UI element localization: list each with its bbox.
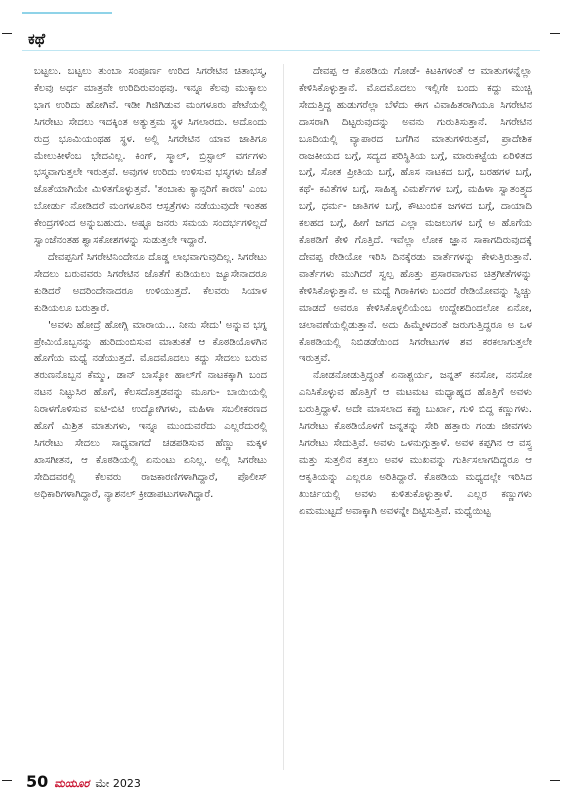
crop-mark [550, 780, 560, 781]
article-paragraph: ಬಟ್ಟಲು. ಬಟ್ಟಲು ತುಂಬಾ ಸಂಪೂರ್ಣ ಉರಿದ ಸಿಗರೇಟಿನ ಚಿತಾಭಸ್ಮ, ಕೆಲವು ಅರ್ಧ ಮಾತ್ರವೇ ಉರಿದಿರುವಂಥವು. ಇನ್ನೂ ಕೆಲವು ಮುಕ್ಕಾಲು ಭಾಗ ಉರಿದು ಹೋಗಿವೆ. ಇಡೀ ಗಿಜಿಗಿಡುವ ಮಂಗಳೂರು ಪೇಟೆಯಲ್ಲಿ ಸಿಗರೇಟು ಸೇದಲು ಇದಕ್ಕಿಂತ ಅತ್ಯುತ್ತಮ ಸ್ಥಳ ಸಿಗಲಾರದು. ಅದೊಂದು ರುದ್ರ ಭೂಮಿಯಂಥಹ ಸ್ಥಳ. ಅಲ್ಲಿ ಸಿಗರೇಟಿನ ಯಾವ ಜಾತಿಗೂ ಮೇಲುಕೀಳೆಂಬ ಭೇದವಿಲ್ಲ. ಕಿಂಗ್, ಸ್ಮಾಲ್, ಬ್ರಿಸ್ಟಾಲ್ ವರ್ಗಗಳು ಭಸ್ಮವಾಗುತ್ತಲೇ ಇರುತ್ತವೆ. ಅವುಗಳ ಉರಿದು ಉಳಿಸುವ ಭಸ್ಮಗಳು ಜೊತೆ ಜೊತೆಯಾಗಿಯೇ ಮಿಳಿತಗೊಳ್ಳುತ್ತವೆ. 'ತಂಬಾಕು ಕ್ಯಾನ್ಸರಿಗೆ ಕಾರಣ' ಎಂಬ ಬೋರ್ಡು ನೋಡಿದರೆ ಮಂಗಳೂರಿನ ಆಸ್ಪತ್ರೆಗಳು ನಡೆಯುವುದೇ ಇಂತಹ ಕೇಂದ್ರಗಳಿಂದ ಅನ್ನುಬಹುದು. ಅಷ್ಟೂ ಜನರು ಸಮಯ ಸಂದರ್ಭಗಳಿಲ್ಲದೆ ಸ್ವಾಂಜೆನಂತಹ ಶ್ವಾಸಕೋಶಗಳನ್ನು ಸುಡುತ್ತಲೇ ಇದ್ದಾರೆ. [34, 66, 267, 247]
article-paragraph: ದೇವಪ್ಪ ಆ ಕೊಠಡಿಯ ಗೋಡೆ- ಕಿಟಕಿಗಳಂತೆ ಆ ಮಾತುಗಳನ್ನೆಲ್ಲಾ ಕೇಳಿಸಿಕೊಳ್ಳುತ್ತಾನೆ. ಮೊದಮೊದಲು ಇಲ್ಲಿಗೇ ಬಂದು ಕದ್ದು ಮುಚ್ಚಿ ಸೇದುತ್ತಿದ್ದ ಹುಡುಗರೆಲ್ಲಾ ಬೆಳೆದು ಈಗ ವಿವಾಹಿತರಾಗಿಯೂ ಸಿಗರೇಟಿನ ದಾಸರಾಗಿ ದಿಟ್ಟರುವುದನ್ನು ಅವನು ಗುರುತಿಸುತ್ತಾನೆ. ಸಿಗರೇಟಿನ ಬೂದಿಯಲ್ಲಿ ವ್ಯಾಪಾರದ ಬಗೆಗಿನ ಮಾತುಗಳಿರುತ್ತವೆ, ಪ್ರಾದೇಶಿಕ ರಾಜಕೀಯದ ಬಗ್ಗೆ, ಸದ್ಯದ ಪರಿಸ್ಥಿತಿಯ ಬಗ್ಗೆ, ಮಾರುಕಟ್ಟೆಯ ಏರಿಳಿತದ ಬಗ್ಗೆ, ಸೋತ ಪ್ರೀತಿಯ ಬಗ್ಗೆ, ಹೊಸ ನಾಟಕದ ಬಗ್ಗೆ, ಬರಹಗಳ ಬಗ್ಗೆ, ಕಥೆ- ಕವಿತೆಗಳ ಬಗ್ಗೆ, ಸಾಹಿತ್ಯ ವಿಮರ್ಶೆಗಳ ಬಗ್ಗೆ, ಮಹಿಳಾ ಸ್ವಾತಂತ್ರ್ಯದ ಬಗ್ಗೆ, ಧರ್ಮ- ಜಾತಿಗಳ ಬಗ್ಗೆ, ಕೌಟುಂಬಿಕ ಜಗಳದ ಬಗ್ಗೆ, ದಾಯಾದಿ ಕಲಹದ ಬಗ್ಗೆ, ಹೀಗೆ ಜಗದ ಎಲ್ಲಾ ಮಜಲುಗಳ ಬಗ್ಗೆ ಅ ಹೊಗೆಯ ಕೊಠಡಿಗೆ ಕೇಳಿ ಗೊತ್ತಿದೆ. ಇವೆಲ್ಲಾ ಲೋಕ ಜ್ಞಾನ ಸಾಕಾಗದಿರುವುದಕ್ಕೆ ದೇವಪ್ಪ ರೇಡಿಯೋ ಇರಿಸಿ ದಿನಕ್ಕೆರಡು ವಾರ್ತೆಗಳನ್ನು ಕೇಳುತ್ತಿರುತ್ತಾನೆ. ವಾರ್ತೆಗಳು ಮುಗಿದರೆ ಸ್ವಲ್ಪ ಹೊತ್ತು ಪ್ರಸಾರವಾಗುವ ಚಿತ್ರಗೀತೆಗಳನ್ನು ಕೇಳಿಸಿಕೊಳ್ಳುತ್ತಾನೆ. ಅ ಮಧ್ಯೆ ಗಿರಾಕಿಗಳು ಬಂದರೆ ರೇಡಿಯೋವನ್ನು ಸ್ವಿಚ್ಚು ಮಾಡದೆ ಅವರೂ ಕೇಳಿಸಿಕೊಳ್ಳಲಿಯೆಂಬ ಉದ್ದೇಶದಿಂದಲೋ ಏನೋ, ಚಲಾವಣೆಯಲ್ಲಿಡುತ್ತಾನೆ. ಅದು ಹಿಮ್ಮೇಳದಂತೆ ಜರುಗುತ್ತಿದ್ದರೂ ಅ ಒಳ ಕೊಠಡಿಯಲ್ಲಿ ನಿಬಿಡಡೆಯಿಂದ ಸಿಗರೇಟುಗಳ ಶವ ಕರಕಲಾಗುತ್ತಲೇ ಇರುತ್ತವೆ. [299, 66, 532, 365]
article-paragraph: ನೋಡನೋಡುತ್ತಿದ್ದಂತೆ ಏನಾಶ್ಚರ್ಯ, ಜನ್ನತ್ ಕನಸೋ, ನನಸೋ ಎನಿಸಿಕೊಳ್ಳುವ ಹೊತ್ತಿಗೆ ಆ ಮಟಮಟ ಮಧ್ಯಾಹ್ನದ ಹೊತ್ತಿಗೆ ಅವಳು ಬರುತ್ತಿದ್ದಾಳೆ. ಅದೇ ಮಾಸಲಾದ ಕಪ್ಪು ಬುರ್ಖಾ, ಗುಳಿ ಬಿದ್ದ ಕಣ್ಣುಗಳು. ಸಿಗರೇಟು ಕೊಠಡಿಯೊಳಗೆ ಜನ್ನತನ್ನು ಸೇರಿ ಹತ್ತಾರು ಗಂಡು ಜೀವಗಳು ಸಿಗರೇಟು ಸೇದುತ್ತಿವೆ. ಅವಳು ಒಳನುಗ್ಗುತ್ತಾಳೆ. ಅವಳ ಕಪ್ಪಗಿನ ಆ ವಸ್ತ್ರ ಮತ್ತು ಸುತ್ತಲಿನ ಕತ್ತಲು ಅವಳ ಮುಖವನ್ನು ಗುರ್ತಿಸಲಾಗದಿದ್ದರೂ ಆ ಆಕೃತಿಯನ್ನು ಎಲ್ಲರೂ ಅರಿತಿದ್ದಾರೆ. ಕೊಠಡಿಯ ಮಧ್ಯದಲ್ಲೇ ಇರಿಸಿದ ಖುರ್ಚಿಯಲ್ಲಿ ಅವಳು ಕುಳಿತುಕೊಳ್ಳುತ್ತಾಳೆ. ಎಲ್ಲರ ಕಣ್ಣುಗಳು ಏಮಮುಟ್ಟದೆ ಅವಾಕ್ಕಾಗಿ ಅವಳನ್ನೇ ದಿಟ್ಟಿಸುತ್ತಿವೆ. ಮಧ್ಯೆಯಿಟ್ಟ [299, 370, 532, 517]
magazine-logo: ಮಯೂರ [54, 777, 90, 790]
header-rule [22, 50, 540, 51]
article-column-left [34, 64, 267, 772]
issue-date: ಮೇ 2023 [95, 777, 141, 790]
crop-mark [550, 33, 560, 34]
column-divider [283, 64, 284, 770]
page-footer [26, 772, 141, 794]
crop-mark [2, 780, 12, 781]
crop-mark [2, 33, 12, 34]
article-paragraph: 'ಅವಳು ಹೋದ್ರೆ ಹೋಗ್ಲಿ ಮಾರಾಯ... ನೀನು ಸೇದು' ಅನ್ನುವ ಭಗ್ನ ಪ್ರೇಮಿಯೊಬ್ಬನನ್ನು ಹುರಿದುಂಬಿಸುವ ಮಾತುಕತೆ ಆ ಕೊಠಡಿಯೊಳಗಿನ ಹೊಗೆಯ ಮಧ್ಯೆ ನಡೆಯುತ್ತದೆ. ಮೊದಮೊದಲು ಕದ್ದು ಸೇದಲು ಬರುವ ತರುಣನೊಬ್ಬನ ಕೆಮ್ಮು, ಡಾನ್ ಬಾಸ್ಕೋ ಹಾಲ್‌ಗೆ ನಾಟಕಕ್ಕಾಗಿ ಬಂದ ನಟನ ನಿಟ್ಟುಸಿರ ಹೊಗೆ, ಕೆಲಸದೊತ್ತಡವನ್ನು ಮೂಗು- ಬಾಯಿಯಲ್ಲಿ ನಿರಾಳಗೊಳಿಸುವ ಐಟಿ-ಬಿಟಿ ಉದ್ಯೋಗಿಗಳು, ಮಹಿಳಾ ಸಬಲೀಕರಣದ ಹೊಗೆ ಮಿಶ್ರಿತ ಮಾತುಗಳು, ಇನ್ನೂ ಮುಂದುವರೆದು ಎಲ್ಲರೆದುರಲ್ಲಿ ಸಿಗರೇಟು ಸೇದಲು ಸಾಧ್ಯವಾಗದೆ ಚಡಪಡಿಸುವ ಹೆಣ್ಣು ಮಕ್ಕಳ ಖಾಸಗೀತನ, ಆ ಕೊಠಡಿಯಲ್ಲಿ ಏನುಂಟು ಏನಿಲ್ಲ. ಅಲ್ಲಿ ಸಿಗರೇಟು ಸೇದಿದವರಲ್ಲಿ ಕೆಲವರು ರಾಜಕಾರಣಿಗಳಾಗಿದ್ದಾರೆ, ಪೊಲೀಸ್ ಅಧಿಕಾರಿಗಳಾಗಿದ್ದಾರೆ, ನ್ಯಾಶನಲ್ ಕ್ರೀಡಾಪಟುಗಳಾಗಿದ್ದಾರೆ. [34, 319, 267, 500]
section-label: ಕಥೆ [28, 30, 46, 48]
article-column-right [299, 64, 532, 772]
header-accent-rule [22, 12, 112, 14]
page-number: 50 [26, 772, 49, 791]
article-paragraph: ದೇವಪ್ಪನಿಗೆ ಸಿಗರೇಟಿನಿಂದೇನೂ ದೊಡ್ಡ ಲಾಭವಾಗುವುದಿಲ್ಲ. ಸಿಗರೇಟು ಸೇದಲು ಬರುವವರು ಸಿಗರೇಟಿನ ಜೊತೆಗೆ ಕುಡಿಯಲು ಜ್ಯೂಸೇನಾದರೂ ಕುಡಿದರೆ ಅದರಿಂದೇನಾದರೂ ಉಳಿಯುತ್ತದೆ. ಕೆಲವರು ಸಿಯಾಳ ಕುಡಿಯಲೂ ಬರುತ್ತಾರೆ. [34, 251, 267, 314]
